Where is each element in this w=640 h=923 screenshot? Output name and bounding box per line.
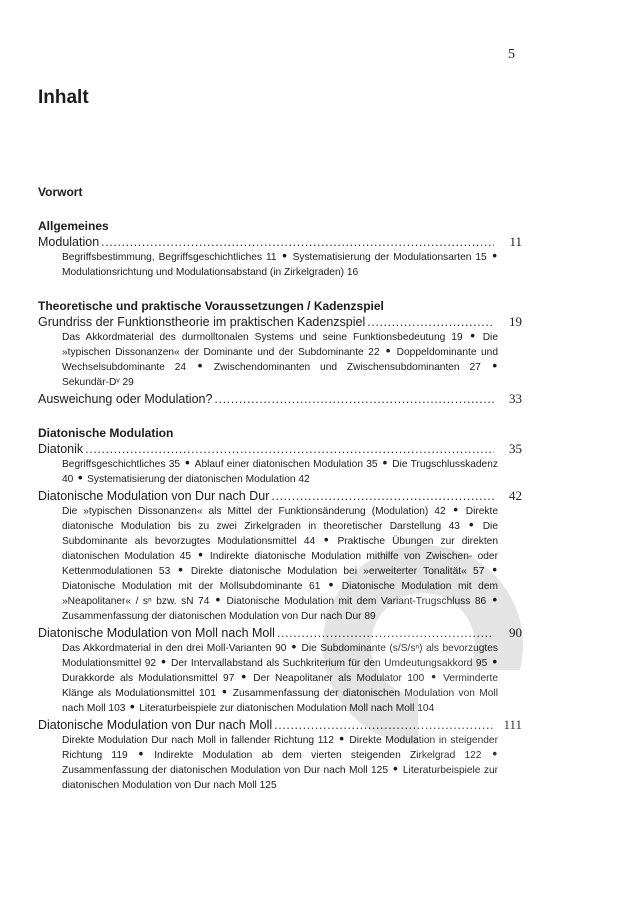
dot-leader <box>214 391 494 407</box>
entry-title: Diatonische Modulation von Moll nach Moll <box>38 626 275 640</box>
entry-page-number: 42 <box>509 488 522 503</box>
toc-entry[interactable] <box>38 625 522 641</box>
subtopic-item[interactable]: Direkte diatonische Modulation bei »erweiterter Tonalität« 57 <box>190 566 485 577</box>
bullet-separator: • <box>380 343 396 358</box>
section-heading: Diatonische Modulation <box>38 426 174 440</box>
bullet-separator: • <box>171 562 190 577</box>
bullet-separator: • <box>192 547 209 562</box>
bullet-separator: • <box>187 358 213 373</box>
toc-foreword[interactable]: Vorwort <box>38 185 83 199</box>
subtopic-item[interactable]: Ablauf einer diatonischen Modulation 35 <box>194 459 378 470</box>
entry-page-number: 11 <box>509 234 522 249</box>
bullet-separator: • <box>488 654 497 669</box>
entry-title: Diatonische Modulation von Dur nach Moll <box>38 718 273 732</box>
entry-page-number: 111 <box>503 717 522 732</box>
section-heading: Allgemeines <box>38 219 109 233</box>
toc-entry[interactable] <box>38 314 522 330</box>
subtopic-item[interactable]: Zusammenfassung der diatonischen Modulation von Dur nach Dur 89 <box>62 611 376 622</box>
subtopic-item[interactable]: Die Subdominante als bevorzugtes Modulationsmittel 44 <box>62 521 498 547</box>
subtopic-item[interactable]: Systematisierung der diatonischen Modulation 42 <box>87 474 310 485</box>
dot-leader <box>85 441 494 457</box>
subtopic-item[interactable]: Das Akkordmaterial in den drei Moll-Varianten 90 <box>62 643 287 654</box>
entry-page-number: 35 <box>509 441 522 456</box>
subtopic-item[interactable]: Indirekte diatonische Modulation mithilfe von Zwischen- oder Kettenmodulationen 53 <box>62 551 498 577</box>
bullet-separator: • <box>482 746 498 761</box>
subtopic-item[interactable]: Literaturbeispiele zur diatonischen Modulation Moll nach Moll 104 <box>139 703 435 714</box>
bullet-separator: • <box>481 358 497 373</box>
bullet-separator: • <box>425 669 443 684</box>
subtopic-item[interactable]: Zwischendominanten und Zwischensubdominanten 27 <box>213 362 481 373</box>
bullet-separator: • <box>389 761 402 776</box>
entry-page-number: 33 <box>509 391 522 406</box>
toc-section <box>38 218 522 280</box>
entry-page-number: 19 <box>509 314 522 329</box>
subtopic-item[interactable]: Literaturbeispiele zur diatonischen Modulation von Dur nach Moll 125 <box>62 765 499 791</box>
subtopic-item[interactable]: Direkte Modulation Dur nach Moll in fallender Richtung 112 <box>62 735 334 746</box>
bullet-separator: • <box>235 669 253 684</box>
entry-title: Diatonik <box>38 442 84 456</box>
entry-title: Grundriss der Funktionstheorie im praktischen Kadenzspiel <box>38 315 366 329</box>
subtopic-item[interactable]: Diatonische Modulation mit dem Variant-Trugschluss 86 <box>226 596 487 607</box>
bullet-separator: • <box>210 592 226 607</box>
toc-section <box>38 425 522 793</box>
bullet-separator: • <box>287 639 301 654</box>
bullet-separator: • <box>157 654 171 669</box>
bullet-separator: • <box>446 502 465 517</box>
subtopic-item[interactable]: Die Subdominante (s/S/sⁿ) als bevorzugtes Modulationsmittel 92 <box>62 643 498 669</box>
subtopic-item[interactable]: Das Akkordmaterial des durmolltonalen Systems und seine Funktionsbedeutung 19 <box>62 332 463 343</box>
bullet-separator: • <box>181 455 194 470</box>
bullet-separator: • <box>487 248 497 263</box>
subtopic-item[interactable]: Der Neapolitaner als Modulator 100 <box>253 673 425 684</box>
subtopic-list <box>38 250 522 280</box>
subtopic-list <box>38 641 522 716</box>
entry-title: Diatonische Modulation von Dur nach Dur <box>38 489 270 503</box>
toc-entry[interactable] <box>38 717 522 733</box>
subtopic-item[interactable]: Begriffsbestimmung, Begriffsgeschichtliches 11 <box>62 252 277 263</box>
subtopic-item[interactable]: Zusammenfassung der diatonischen Modulation von Moll nach Moll 103 <box>62 688 498 714</box>
table-of-contents <box>38 184 522 794</box>
entry-title: Modulation <box>38 235 100 249</box>
subtopic-item[interactable]: Praktische Übungen zur direkten diatonischen Modulation 45 <box>62 536 498 562</box>
subtopic-item[interactable]: Begriffsgeschichtliches 35 <box>62 459 181 470</box>
bullet-separator: • <box>126 699 139 714</box>
page-title: Inhalt <box>38 87 89 108</box>
subtopic-list <box>38 457 522 487</box>
bullet-separator: • <box>334 731 349 746</box>
entry-page-number: 90 <box>509 625 522 640</box>
subtopic-item[interactable]: Durakkorde als Modulationsmittel 97 <box>62 673 235 684</box>
subtopic-item[interactable]: Sekundär-Dᵛ 29 <box>62 377 134 388</box>
subtopic-item[interactable]: Diatonische Modulation mit der Mollsubdominante 61 <box>62 581 321 592</box>
bullet-separator: • <box>321 577 341 592</box>
bullet-separator: • <box>277 248 292 263</box>
subtopic-item[interactable]: Systematisierung der Modulationsarten 15 <box>292 252 487 263</box>
dot-leader <box>101 234 494 250</box>
subtopic-list <box>38 504 522 624</box>
dot-leader <box>277 625 494 641</box>
bullet-separator: • <box>485 562 497 577</box>
entry-title: Ausweichung oder Modulation? <box>38 392 213 406</box>
subtopic-list <box>38 733 522 793</box>
subtopic-item[interactable]: Die Trugschlusskadenz 40 <box>62 459 498 485</box>
subtopic-item[interactable]: Die »typischen Dissonanzen« der Dominante und der Subdominante 22 <box>62 332 498 358</box>
bullet-separator: • <box>487 592 497 607</box>
subtopic-item[interactable]: Doppeldominante und Wechselsubdominante 24 <box>62 347 499 373</box>
toc-entry[interactable] <box>38 441 522 457</box>
subtopic-item[interactable]: Direkte diatonische Modulation bis zu zwei Zirkelgraden in theoretischer Darstellung 43 <box>62 506 498 532</box>
subtopic-item[interactable]: Direkte Modulation in steigender Richtung 119 <box>62 735 498 761</box>
bullet-separator: • <box>74 470 87 485</box>
subtopic-item[interactable]: Zusammenfassung der diatonischen Modulation von Dur nach Moll 125 <box>62 765 389 776</box>
subtopic-item[interactable]: Indirekte Modulation ab dem vierten steigenden Zirkelgrad 122 <box>154 750 482 761</box>
subtopic-item[interactable]: Modulationsrichtung und Modulationsabstand (in Zirkelgraden) 16 <box>62 267 359 278</box>
dot-leader <box>274 717 494 733</box>
bullet-separator: • <box>378 455 392 470</box>
subtopic-item[interactable]: Der Intervallabstand als Suchkriterium für den Umdeutungsakkord 95 <box>171 658 488 669</box>
section-heading: Theoretische und praktische Voraussetzungen / Kadenzspiel <box>38 299 384 313</box>
toc-entry[interactable] <box>38 391 522 407</box>
bullet-separator: • <box>316 532 337 547</box>
subtopic-item[interactable]: Verminderte Klänge als Modulationsmittel 101 <box>62 673 499 699</box>
page-number: 5 <box>508 47 515 62</box>
bullet-separator: • <box>217 684 232 699</box>
subtopic-item[interactable]: Diatonische Modulation mit dem »Neapolitaner« / sⁿ bzw. sN 74 <box>62 581 498 607</box>
bullet-separator: • <box>463 328 482 343</box>
subtopic-item[interactable]: Die »typischen Dissonanzen« als Mittel der Funktionsänderung (Modulation) 42 <box>62 506 446 517</box>
bullet-separator: • <box>460 517 482 532</box>
toc-section <box>38 298 522 407</box>
subtopic-list <box>38 330 522 390</box>
bullet-separator: • <box>128 746 154 761</box>
